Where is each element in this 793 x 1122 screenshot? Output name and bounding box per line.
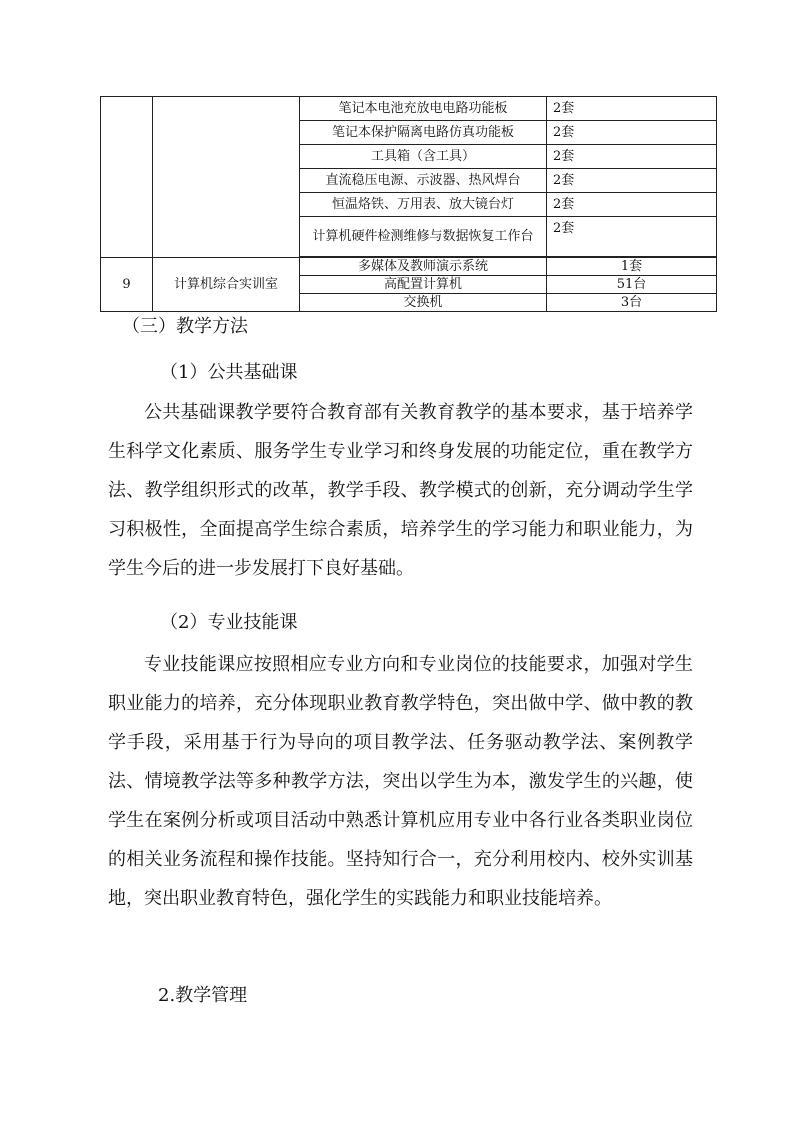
cell-item: 直流稳压电源、示波器、热风焊台	[300, 169, 547, 193]
paragraph-public-courses: 公共基础课教学要符合教育部有关教育教学的基本要求，基于培养学生科学文化素质、服务学生专业学习和终身发展的功能定位，重在教学方法、教学组织形式的改革，教学手段、教学模式的创新，充分调动学生学习积极性，全面提高学生综合素质，培养学生的学习能力和职业能力，为学生今后的进一步发展打下良好基础。	[108, 402, 693, 579]
cell-qty: 2套	[547, 193, 717, 217]
cell-qty: 1套	[547, 258, 717, 276]
cell-qty: 2套	[547, 169, 717, 193]
cell-qty: 2套	[547, 97, 717, 121]
cell-item: 工具箱（含工具）	[300, 145, 547, 169]
paragraph-professional-courses: 专业技能课应按照相应专业方向和专业岗位的技能要求，加强对学生职业能力的培养，充分体现职业教育教学特色，突出做中学、做中教的教学手段，采用基于行为导向的项目教学法、任务驱动教学法、案例教学法、情境教学法等多种教学方法，突出以学生为本，激发学生的兴趣，使学生在案例分析或项目活动中熟悉计算机应用专业中各行业各类职业岗位的相关业务流程和操作技能。坚持知行合一，充分利用校内、校外实训基地，突出职业教育特色，强化学生的实践能力和职业技能培养。	[108, 654, 693, 909]
equipment-table	[100, 96, 717, 312]
table-row	[101, 258, 717, 276]
cell-item: 高配置计算机	[300, 276, 547, 294]
cell-qty: 2套	[547, 145, 717, 169]
cell-room-continued	[153, 97, 300, 258]
table-row	[101, 97, 717, 121]
cell-item: 交换机	[300, 294, 547, 312]
cell-no-continued	[101, 97, 153, 258]
cell-item: 计算机硬件检测维修与数据恢复工作台	[300, 217, 547, 257]
section-title: （三）教学方法	[122, 316, 248, 337]
cell-no: 9	[101, 258, 153, 312]
cell-qty: 2套	[547, 121, 717, 145]
cell-item: 笔记本电池充放电电路功能板	[300, 97, 547, 121]
subsection-title-public: （1）公共基础课	[160, 362, 298, 383]
cell-qty: 2套	[547, 217, 717, 257]
subsection-title-professional: （2）专业技能课	[160, 612, 298, 633]
equipment-table-wrap	[100, 96, 717, 312]
cell-item: 笔记本保护隔离电路仿真功能板	[300, 121, 547, 145]
cell-item: 恒温烙铁、万用表、放大镜台灯	[300, 193, 547, 217]
cell-room-name: 计算机综合实训室	[153, 258, 300, 312]
section-title-management: 2.教学管理	[158, 985, 248, 1006]
cell-qty: 3台	[547, 294, 717, 312]
cell-qty: 51台	[547, 276, 717, 294]
cell-item: 多媒体及教师演示系统	[300, 258, 547, 276]
